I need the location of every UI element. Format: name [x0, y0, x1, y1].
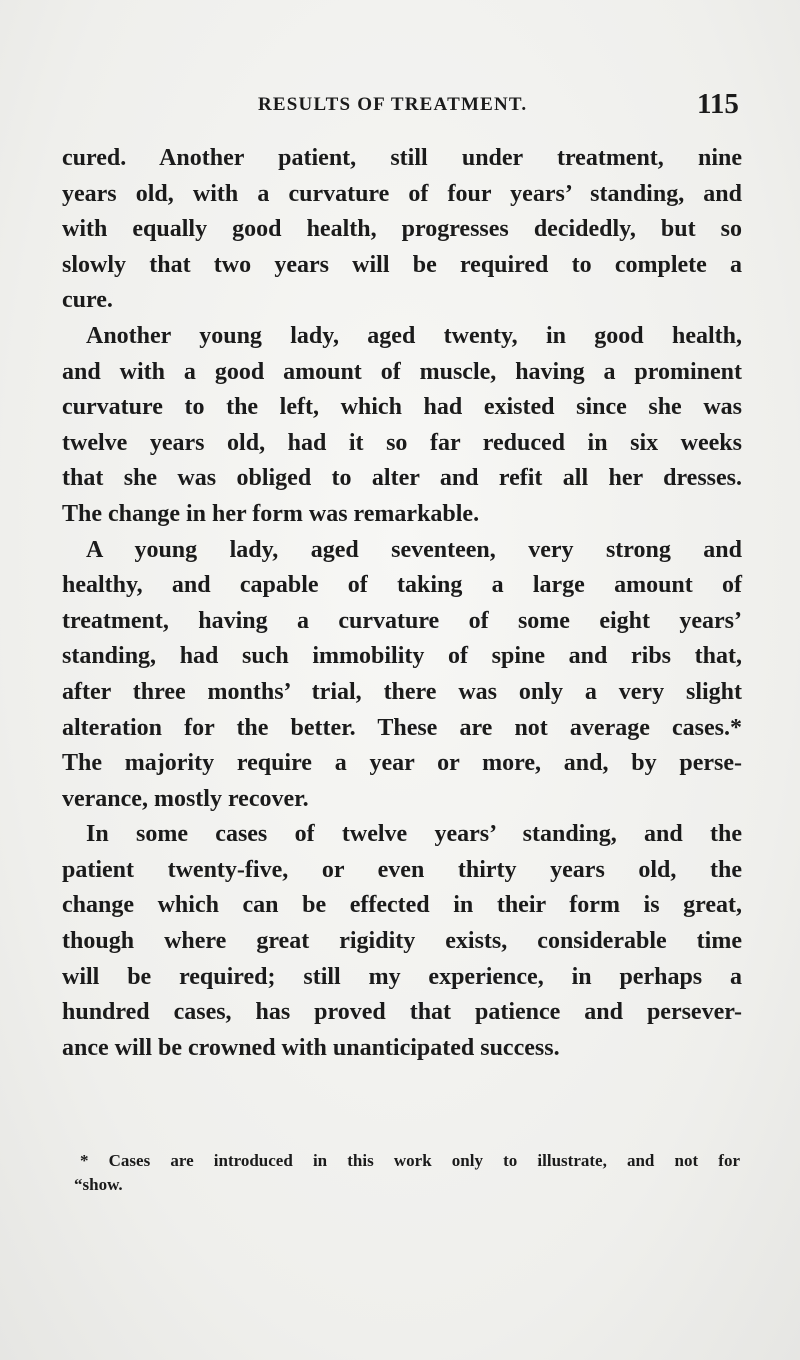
- text-line: ance will be crowned with unanticipated success.: [62, 1034, 560, 1061]
- text-line: cure.: [62, 287, 113, 314]
- paragraph-start-line: A young lady, aged seventeen, very strong and: [86, 536, 742, 563]
- paragraph-start-line: Another young lady, aged twenty, in good health,: [86, 322, 742, 349]
- text-line: change which can be effected in their form is great,: [62, 892, 742, 919]
- text-line: curvature to the left, which had existed since she was: [62, 394, 742, 421]
- text-line: The majority require a year or more, and, by perse-: [62, 750, 742, 777]
- text-line: verance, mostly recover.: [62, 785, 309, 812]
- footnote-line: “show.: [74, 1175, 123, 1194]
- text-line: slowly that two years will be required to complete a: [62, 251, 742, 278]
- text-line: The change in her form was remarkable.: [62, 500, 480, 527]
- text-line: with equally good health, progresses decidedly, but so: [62, 216, 742, 243]
- text-line: years old, with a curvature of four years’ standing, and: [62, 180, 742, 207]
- text-line: healthy, and capable of taking a large amount of: [62, 572, 742, 599]
- text-line: treatment, having a curvature of some eight years’: [62, 607, 742, 634]
- text-line: standing, had such immobility of spine and ribs that,: [62, 643, 742, 670]
- page-number: 115: [697, 88, 739, 120]
- running-header: [0, 88, 800, 124]
- running-title: RESULTS OF TREATMENT.: [258, 94, 528, 115]
- paragraph-start-line: In some cases of twelve years’ standing, and the: [86, 821, 742, 848]
- text-line: that she was obliged to alter and refit all her dresses.: [62, 465, 742, 492]
- text-line: will be required; still my experience, in perhaps a: [62, 963, 742, 990]
- text-line: twelve years old, had it so far reduced in six weeks: [62, 429, 742, 456]
- text-line: patient twenty-five, or even thirty years old, the: [62, 856, 742, 883]
- footnote-line: * Cases are introduced in this work only to illustrate, and not for: [80, 1151, 740, 1170]
- text-line: after three months’ trial, there was only a very slight: [62, 678, 742, 705]
- text-line: and with a good amount of muscle, having a prominent: [62, 358, 742, 385]
- body-text: [62, 141, 742, 1066]
- footnote: [74, 1149, 740, 1197]
- text-line: cured. Another patient, still under treatment, nine: [62, 145, 742, 171]
- text-line: though where great rigidity exists, considerable time: [62, 928, 742, 955]
- text-line: hundred cases, has proved that patience and persever-: [62, 999, 742, 1026]
- text-line: alteration for the better. These are not average cases.*: [62, 714, 742, 741]
